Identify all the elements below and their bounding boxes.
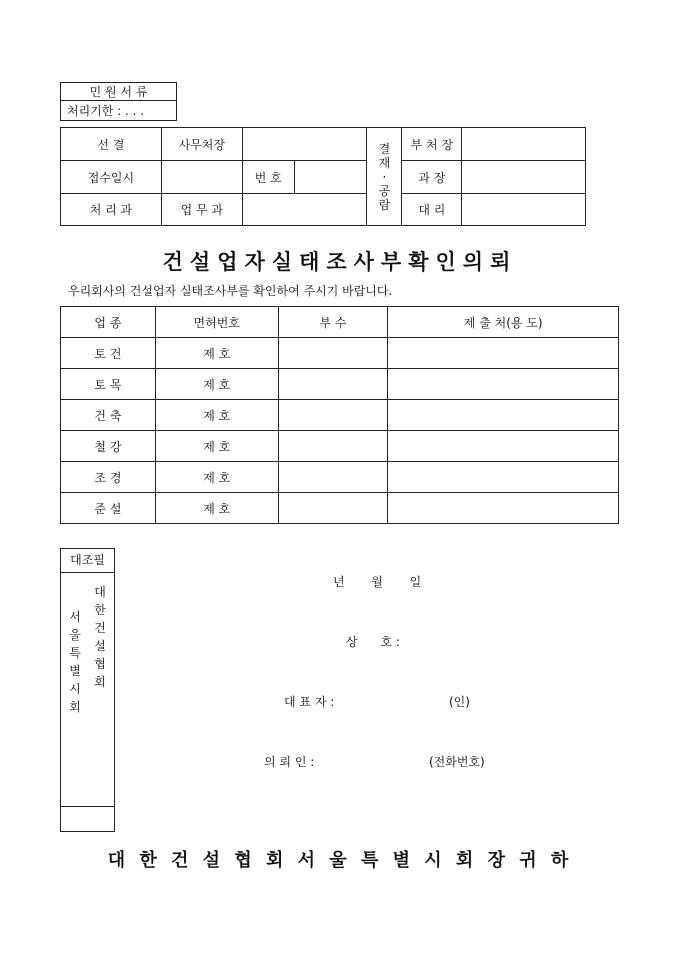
number-label: 번 호: [242, 161, 294, 194]
pre-decision-field[interactable]: [242, 128, 367, 161]
table-row: [61, 462, 619, 493]
association-name-vertical: 대 한 건 설 협 회: [94, 585, 106, 689]
business-type-cell: 준 설: [61, 493, 156, 524]
deputy-director-label: 부 처 장: [402, 128, 462, 161]
header-copies: 부 수: [278, 307, 388, 338]
approval-vertical-label: 결 재 · 공 람: [367, 128, 402, 226]
license-number-cell[interactable]: 제 호: [155, 431, 278, 462]
table-row: [61, 338, 619, 369]
business-type-cell: 건 축: [61, 400, 156, 431]
copies-cell[interactable]: [278, 369, 388, 400]
processing-deadline: 처리기한 : . . .: [61, 101, 177, 121]
business-type-cell: 토 건: [61, 338, 156, 369]
assistant-manager-label: 대 리: [402, 194, 462, 226]
pre-decision-label: 선 결: [61, 128, 162, 161]
verification-signature-field[interactable]: [61, 806, 114, 831]
table-row: [61, 431, 619, 462]
document-title: 건설업자실태조사부확인의뢰: [162, 249, 518, 274]
submit-to-cell[interactable]: [388, 400, 619, 431]
section-chief-label: 과 장: [402, 161, 462, 194]
license-number-cell[interactable]: 제 호: [155, 369, 278, 400]
license-table: [60, 306, 619, 524]
requester-label: 의 뢰 인 :: [264, 755, 315, 769]
document-type-box: [60, 82, 177, 121]
date-field[interactable]: 년 월 일: [333, 575, 422, 589]
assistant-manager-sign-field[interactable]: [462, 194, 586, 226]
phone-number-label: (전화번호): [429, 755, 485, 769]
header-business-type: 업 종: [61, 307, 156, 338]
license-number-cell[interactable]: 제 호: [155, 400, 278, 431]
handling-dept-label: 처 리 과: [61, 194, 162, 226]
table-row: [61, 493, 619, 524]
copies-cell[interactable]: [278, 462, 388, 493]
company-name-label: 상 호 :: [346, 635, 400, 649]
secretary-general-label: 사무처장: [161, 128, 242, 161]
intro-text: 우리회사의 건설업자 실태조사부를 확인하여 주시기 바랍니다.: [68, 284, 393, 298]
seoul-branch-vertical: 서 울 특 별 시 회: [69, 610, 81, 714]
receipt-datetime-field[interactable]: [161, 161, 242, 194]
license-number-cell[interactable]: 제 호: [155, 338, 278, 369]
license-number-cell[interactable]: 제 호: [155, 493, 278, 524]
header-submit-to: 제 출 처(용 도): [388, 307, 619, 338]
submit-to-cell[interactable]: [388, 462, 619, 493]
receipt-datetime-label: 접수일시: [61, 161, 162, 194]
header-license-number: 면허번호: [155, 307, 278, 338]
handling-dept-value: 업 무 과: [161, 194, 242, 226]
business-type-cell: 토 목: [61, 369, 156, 400]
document-type-title: 민 원 서 류: [61, 83, 177, 101]
verification-header: 대조필: [61, 549, 114, 573]
table-row: [61, 369, 619, 400]
addressee-footer: 대 한 건 설 협 회 서 울 특 별 시 회 장 귀 하: [107, 850, 573, 871]
representative-label: 대 표 자 :: [284, 695, 335, 709]
copies-cell[interactable]: [278, 400, 388, 431]
seal-mark: (인): [449, 695, 470, 709]
verification-box: [60, 548, 115, 832]
submit-to-cell[interactable]: [388, 338, 619, 369]
copies-cell[interactable]: [278, 338, 388, 369]
approval-table: [60, 127, 586, 226]
number-field[interactable]: [294, 161, 367, 194]
handling-dept-field[interactable]: [242, 194, 367, 226]
copies-cell[interactable]: [278, 431, 388, 462]
submit-to-cell[interactable]: [388, 431, 619, 462]
license-number-cell[interactable]: 제 호: [155, 462, 278, 493]
copies-cell[interactable]: [278, 493, 388, 524]
table-row: [61, 400, 619, 431]
submit-to-cell[interactable]: [388, 369, 619, 400]
business-type-cell: 철 강: [61, 431, 156, 462]
section-chief-sign-field[interactable]: [462, 161, 586, 194]
business-type-cell: 조 경: [61, 462, 156, 493]
submit-to-cell[interactable]: [388, 493, 619, 524]
deputy-director-sign-field[interactable]: [462, 128, 586, 161]
